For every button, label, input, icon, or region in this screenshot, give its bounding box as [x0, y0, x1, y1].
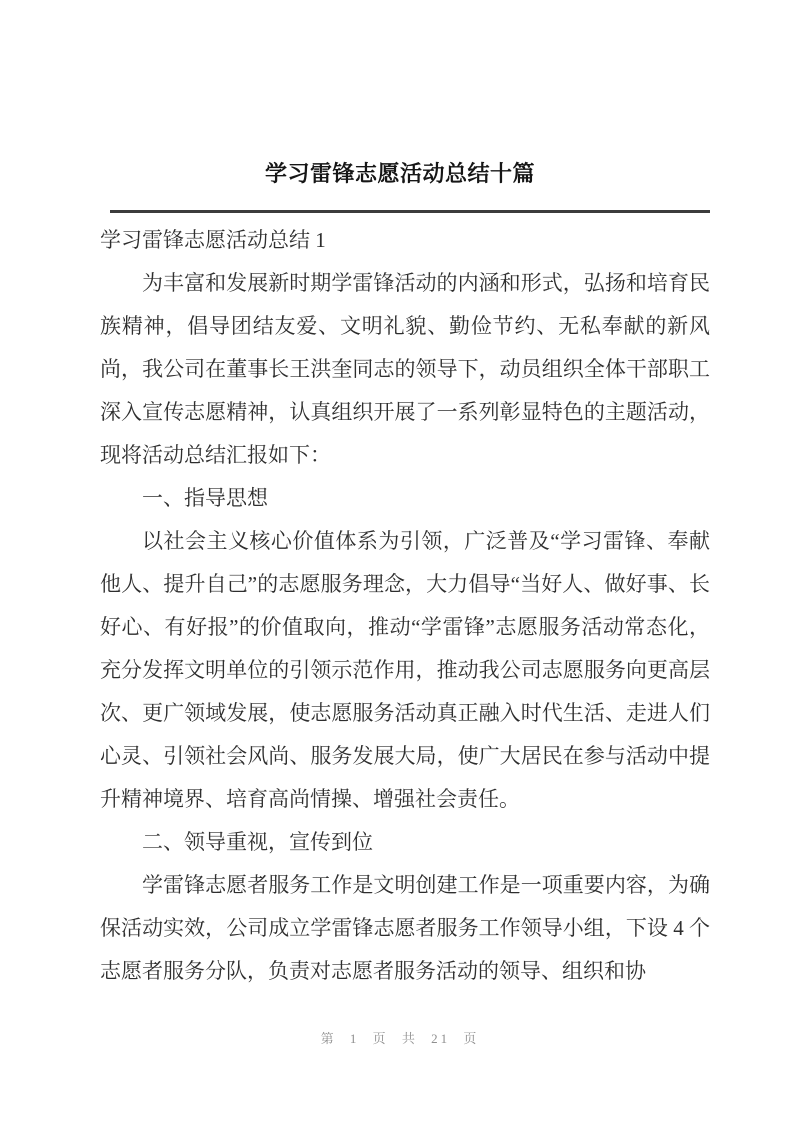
document-body — [100, 219, 710, 993]
paragraph-intro: 为丰富和发展新时期学雷锋活动的内涵和形式，弘扬和培育民族精神，倡导团结友爱、文明礼貌、勤俭节约、无私奉献的新风尚，我公司在董事长王洪奎同志的领导下，动员组织全体干部职工深入宣传志愿精神，认真组织开展了一系列彰显特色的主题活动，现将活动总结汇报如下： — [100, 271, 710, 467]
paragraph-leadership-publicity: 学雷锋志愿者服务工作是文明创建工作是一项重要内容，为确保活动实效，公司成立学雷锋志愿者服务工作领导小组，下设 4 个志愿者服务分队，负责对志愿者服务活动的领导、组织和协 — [100, 873, 710, 983]
heading-leadership-publicity: 二、领导重视，宣传到位 — [142, 830, 373, 854]
paragraph-guiding-ideology: 以社会主义核心价值体系为引领，广泛普及“学习雷锋、奉献他人、提升自己”的志愿服务理念，大力倡导“当好人、做好事、长好心、有好报”的价值取向，推动“学雷锋”志愿服务活动常态化，充分发挥文明单位的引领示范作用，推动我公司志愿服务向更高层次、更广领域发展，使志愿服务活动真正融入时代生活、走进人们心灵、引领社会风尚、服务发展大局，使广大居民在参与活动中提升精神境界、培育高尚情操、增强社会责任。 — [100, 529, 710, 811]
section-label: 学习雷锋志愿活动总结 1 — [100, 228, 326, 252]
heading-guiding-ideology: 一、指导思想 — [142, 486, 268, 510]
title-divider-rule — [110, 210, 710, 213]
document-title: 学习雷锋志愿活动总结十篇 — [264, 162, 535, 187]
page-number-footer: 第 1 页 共 21 页 — [320, 1031, 480, 1046]
